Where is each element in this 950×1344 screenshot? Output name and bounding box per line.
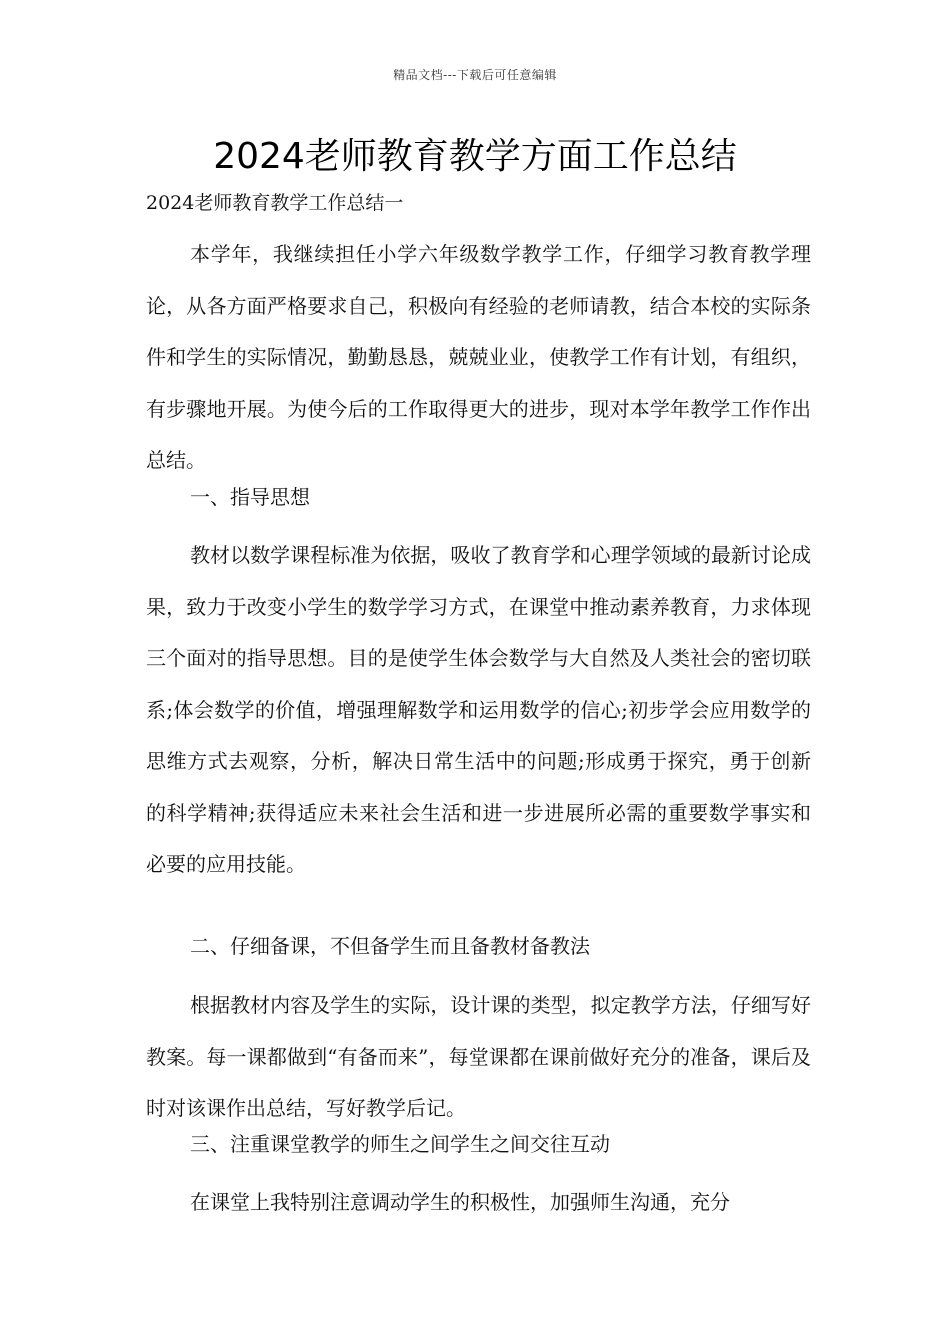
document-title: 2024老师教育教学方面工作总结 (213, 136, 737, 177)
header-note: 精品文档---下载后可任意编辑 (393, 68, 557, 82)
section-heading-1: 一、指导思想 (190, 485, 310, 509)
section-3-paragraph: 在课堂上我特别注意调动学生的积极性，加强师生沟通，充分 (190, 1190, 730, 1214)
section-2-paragraph: 根据教材内容及学生的实际，设计课的类型，拟定教学方法，仔细写好教案。每一课都做到“有备而来”，每堂课都在课前做好充分的准备，课后及时对该课作出总结，写好教学后记。 (146, 993, 811, 1120)
intro-paragraph: 本学年，我继续担任小学六年级数学教学工作，仔细学习教育教学理论，从各方面严格要求自己，积极向有经验的老师请教，结合本校的实际条件和学生的实际情况，勤勤恳恳，兢兢业业，使教学工作有计划，有组织，有步骤地开展。为使今后的工作取得更大的进步，现对本学年教学工作作出总结。 (146, 242, 811, 472)
section-heading-3: 三、注重课堂教学的师生之间学生之间交往互动 (190, 1132, 610, 1156)
section-heading-2: 二、仔细备课，不但备学生而且备教材备教法 (190, 934, 590, 958)
section-1-paragraph: 教材以数学课程标准为依据，吸收了教育学和心理学领域的最新讨论成果，致力于改变小学生的数学学习方式，在课堂中推动素养教育，力求体现三个面对的指导思想。目的是使学生体会数学与大自然及人类社会的密切联系;体会数学的价值，增强理解数学和运用数学的信心;初步学会应用数学的思维方式去观察，分析，解决日常生活中的问题;形成勇于探究，勇于创新的科学精神;获得适应未来社会生活和进一步进展所必需的重要数学事实和必要的应用技能。 (146, 543, 811, 876)
document-subtitle: 2024老师教育教学工作总结一 (146, 192, 404, 214)
